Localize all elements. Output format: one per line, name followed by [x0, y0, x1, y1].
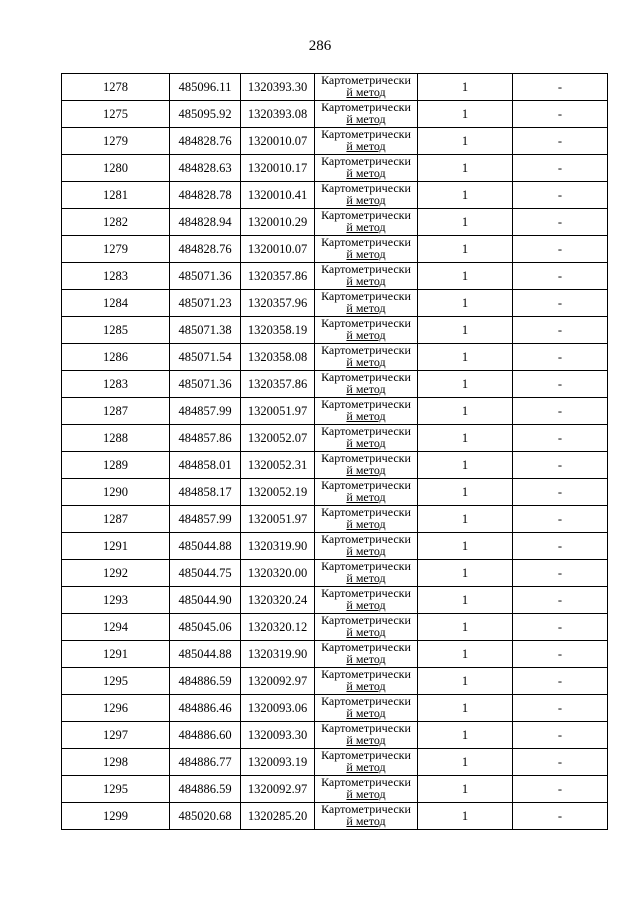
note-cell: -	[513, 695, 608, 722]
method-label-line1: Картометрически	[321, 721, 411, 735]
y-coordinate-cell: 1320051.97	[241, 506, 315, 533]
y-coordinate-cell: 1320358.19	[241, 317, 315, 344]
method-cell	[315, 668, 418, 695]
accuracy-cell: 1	[418, 560, 513, 587]
note-cell: -	[513, 776, 608, 803]
table-row	[62, 371, 608, 398]
y-coordinate-cell: 1320092.97	[241, 668, 315, 695]
method-label-line2: й метод	[346, 166, 386, 180]
table-row	[62, 506, 608, 533]
y-coordinate-cell: 1320320.12	[241, 614, 315, 641]
y-coordinate-cell: 1320092.97	[241, 776, 315, 803]
method-label-line1: Картометрически	[321, 532, 411, 546]
method-label-line2: й метод	[346, 760, 386, 774]
y-coordinate-cell: 1320285.20	[241, 803, 315, 830]
method-label-line2: й метод	[346, 220, 386, 234]
y-coordinate-cell: 1320052.19	[241, 479, 315, 506]
note-cell: -	[513, 641, 608, 668]
point-number-cell: 1282	[62, 209, 170, 236]
point-number-cell: 1288	[62, 425, 170, 452]
method-label-line2: й метод	[346, 328, 386, 342]
accuracy-cell: 1	[418, 614, 513, 641]
accuracy-cell: 1	[418, 668, 513, 695]
coordinates-table	[61, 73, 608, 830]
accuracy-cell: 1	[418, 803, 513, 830]
method-label-line2: й метод	[346, 247, 386, 261]
accuracy-cell: 1	[418, 317, 513, 344]
method-label-line1: Картометрически	[321, 208, 411, 222]
method-cell	[315, 236, 418, 263]
y-coordinate-cell: 1320010.41	[241, 182, 315, 209]
accuracy-cell: 1	[418, 695, 513, 722]
note-cell: -	[513, 155, 608, 182]
point-number-cell: 1291	[62, 641, 170, 668]
y-coordinate-cell: 1320093.30	[241, 722, 315, 749]
point-number-cell: 1278	[62, 74, 170, 101]
method-cell	[315, 398, 418, 425]
table-row	[62, 587, 608, 614]
x-coordinate-cell: 484828.94	[170, 209, 241, 236]
method-cell	[315, 587, 418, 614]
y-coordinate-cell: 1320319.90	[241, 533, 315, 560]
method-label-line2: й метод	[346, 490, 386, 504]
method-label-line1: Картометрически	[321, 667, 411, 681]
method-cell	[315, 506, 418, 533]
accuracy-cell: 1	[418, 641, 513, 668]
table-row	[62, 209, 608, 236]
accuracy-cell: 1	[418, 533, 513, 560]
x-coordinate-cell: 485095.92	[170, 101, 241, 128]
point-number-cell: 1286	[62, 344, 170, 371]
note-cell: -	[513, 371, 608, 398]
table-row	[62, 236, 608, 263]
y-coordinate-cell: 1320320.00	[241, 560, 315, 587]
note-cell: -	[513, 803, 608, 830]
x-coordinate-cell: 485044.90	[170, 587, 241, 614]
note-cell: -	[513, 101, 608, 128]
x-coordinate-cell: 484886.59	[170, 668, 241, 695]
accuracy-cell: 1	[418, 479, 513, 506]
note-cell: -	[513, 749, 608, 776]
accuracy-cell: 1	[418, 74, 513, 101]
method-cell	[315, 560, 418, 587]
y-coordinate-cell: 1320358.08	[241, 344, 315, 371]
method-label-line1: Картометрически	[321, 100, 411, 114]
y-coordinate-cell: 1320393.08	[241, 101, 315, 128]
table-row	[62, 803, 608, 830]
x-coordinate-cell: 484857.99	[170, 398, 241, 425]
x-coordinate-cell: 485096.11	[170, 74, 241, 101]
method-label-line2: й метод	[346, 193, 386, 207]
table-row	[62, 344, 608, 371]
point-number-cell: 1291	[62, 533, 170, 560]
note-cell: -	[513, 614, 608, 641]
x-coordinate-cell: 485020.68	[170, 803, 241, 830]
table-row	[62, 641, 608, 668]
method-label-line1: Картометрически	[321, 343, 411, 357]
method-label-line2: й метод	[346, 679, 386, 693]
y-coordinate-cell: 1320393.30	[241, 74, 315, 101]
method-label-line2: й метод	[346, 652, 386, 666]
accuracy-cell: 1	[418, 452, 513, 479]
method-label-line2: й метод	[346, 787, 386, 801]
method-cell	[315, 425, 418, 452]
note-cell: -	[513, 263, 608, 290]
y-coordinate-cell: 1320357.86	[241, 263, 315, 290]
accuracy-cell: 1	[418, 344, 513, 371]
point-number-cell: 1297	[62, 722, 170, 749]
accuracy-cell: 1	[418, 506, 513, 533]
method-label-line2: й метод	[346, 625, 386, 639]
point-number-cell: 1279	[62, 128, 170, 155]
note-cell: -	[513, 182, 608, 209]
note-cell: -	[513, 560, 608, 587]
table-row	[62, 182, 608, 209]
accuracy-cell: 1	[418, 128, 513, 155]
y-coordinate-cell: 1320357.86	[241, 371, 315, 398]
method-label-line1: Картометрически	[321, 235, 411, 249]
x-coordinate-cell: 485071.38	[170, 317, 241, 344]
method-cell	[315, 101, 418, 128]
accuracy-cell: 1	[418, 209, 513, 236]
table-row	[62, 695, 608, 722]
method-label-line1: Картометрически	[321, 127, 411, 141]
accuracy-cell: 1	[418, 371, 513, 398]
method-label-line1: Картометрически	[321, 424, 411, 438]
method-label-line2: й метод	[346, 274, 386, 288]
x-coordinate-cell: 484858.17	[170, 479, 241, 506]
method-label-line1: Картометрически	[321, 289, 411, 303]
page-number: 286	[308, 38, 332, 54]
point-number-cell: 1283	[62, 263, 170, 290]
note-cell: -	[513, 290, 608, 317]
point-number-cell: 1283	[62, 371, 170, 398]
point-number-cell: 1284	[62, 290, 170, 317]
method-label-line1: Картометрически	[321, 73, 411, 87]
note-cell: -	[513, 533, 608, 560]
table-row	[62, 479, 608, 506]
table-row	[62, 290, 608, 317]
point-number-cell: 1299	[62, 803, 170, 830]
x-coordinate-cell: 484886.77	[170, 749, 241, 776]
method-label-line2: й метод	[346, 409, 386, 423]
method-label-line1: Картометрически	[321, 505, 411, 519]
x-coordinate-cell: 485044.75	[170, 560, 241, 587]
accuracy-cell: 1	[418, 236, 513, 263]
method-cell	[315, 263, 418, 290]
method-label-line2: й метод	[346, 139, 386, 153]
note-cell: -	[513, 236, 608, 263]
point-number-cell: 1289	[62, 452, 170, 479]
method-cell	[315, 128, 418, 155]
method-cell	[315, 722, 418, 749]
x-coordinate-cell: 484828.76	[170, 128, 241, 155]
point-number-cell: 1287	[62, 506, 170, 533]
point-number-cell: 1275	[62, 101, 170, 128]
table-row	[62, 398, 608, 425]
coordinates-table-body	[62, 74, 608, 830]
x-coordinate-cell: 485044.88	[170, 641, 241, 668]
method-label-line1: Картометрически	[321, 316, 411, 330]
method-cell	[315, 533, 418, 560]
note-cell: -	[513, 425, 608, 452]
method-label-line1: Картометрически	[321, 586, 411, 600]
x-coordinate-cell: 485071.54	[170, 344, 241, 371]
method-label-line2: й метод	[346, 463, 386, 477]
method-label-line1: Картометрически	[321, 694, 411, 708]
x-coordinate-cell: 485071.36	[170, 263, 241, 290]
method-cell	[315, 317, 418, 344]
x-coordinate-cell: 484857.86	[170, 425, 241, 452]
accuracy-cell: 1	[418, 776, 513, 803]
point-number-cell: 1293	[62, 587, 170, 614]
note-cell: -	[513, 668, 608, 695]
point-number-cell: 1287	[62, 398, 170, 425]
note-cell: -	[513, 587, 608, 614]
method-label-line1: Картометрически	[321, 262, 411, 276]
note-cell: -	[513, 209, 608, 236]
note-cell: -	[513, 344, 608, 371]
method-cell	[315, 695, 418, 722]
point-number-cell: 1280	[62, 155, 170, 182]
note-cell: -	[513, 452, 608, 479]
method-cell	[315, 803, 418, 830]
x-coordinate-cell: 484886.60	[170, 722, 241, 749]
point-number-cell: 1290	[62, 479, 170, 506]
table-row	[62, 533, 608, 560]
x-coordinate-cell: 484886.46	[170, 695, 241, 722]
method-label-line2: й метод	[346, 598, 386, 612]
method-cell	[315, 182, 418, 209]
method-label-line2: й метод	[346, 517, 386, 531]
note-cell: -	[513, 128, 608, 155]
x-coordinate-cell: 485071.36	[170, 371, 241, 398]
point-number-cell: 1295	[62, 668, 170, 695]
y-coordinate-cell: 1320051.97	[241, 398, 315, 425]
accuracy-cell: 1	[418, 263, 513, 290]
accuracy-cell: 1	[418, 749, 513, 776]
y-coordinate-cell: 1320010.07	[241, 236, 315, 263]
note-cell: -	[513, 398, 608, 425]
point-number-cell: 1292	[62, 560, 170, 587]
x-coordinate-cell: 485045.06	[170, 614, 241, 641]
x-coordinate-cell: 484886.59	[170, 776, 241, 803]
y-coordinate-cell: 1320052.31	[241, 452, 315, 479]
method-cell	[315, 641, 418, 668]
method-label-line2: й метод	[346, 355, 386, 369]
note-cell: -	[513, 74, 608, 101]
method-label-line1: Картометрически	[321, 397, 411, 411]
method-label-line2: й метод	[346, 112, 386, 126]
y-coordinate-cell: 1320093.06	[241, 695, 315, 722]
method-label-line2: й метод	[346, 85, 386, 99]
table-row	[62, 425, 608, 452]
method-label-line2: й метод	[346, 382, 386, 396]
point-number-cell: 1285	[62, 317, 170, 344]
note-cell: -	[513, 506, 608, 533]
point-number-cell: 1279	[62, 236, 170, 263]
method-label-line1: Картометрически	[321, 451, 411, 465]
method-cell	[315, 749, 418, 776]
table-row	[62, 668, 608, 695]
method-cell	[315, 479, 418, 506]
point-number-cell: 1298	[62, 749, 170, 776]
point-number-cell: 1295	[62, 776, 170, 803]
table-row	[62, 722, 608, 749]
accuracy-cell: 1	[418, 587, 513, 614]
accuracy-cell: 1	[418, 398, 513, 425]
note-cell: -	[513, 479, 608, 506]
point-number-cell: 1281	[62, 182, 170, 209]
method-label-line1: Картометрически	[321, 478, 411, 492]
accuracy-cell: 1	[418, 722, 513, 749]
table-row	[62, 263, 608, 290]
method-label-line1: Картометрически	[321, 775, 411, 789]
method-label-line1: Картометрически	[321, 154, 411, 168]
method-label-line1: Картометрически	[321, 802, 411, 816]
note-cell: -	[513, 722, 608, 749]
y-coordinate-cell: 1320319.90	[241, 641, 315, 668]
y-coordinate-cell: 1320010.29	[241, 209, 315, 236]
x-coordinate-cell: 485071.23	[170, 290, 241, 317]
method-label-line1: Картометрически	[321, 748, 411, 762]
method-cell	[315, 344, 418, 371]
table-row	[62, 452, 608, 479]
x-coordinate-cell: 485044.88	[170, 533, 241, 560]
table-row	[62, 155, 608, 182]
accuracy-cell: 1	[418, 425, 513, 452]
method-cell	[315, 209, 418, 236]
table-row	[62, 776, 608, 803]
table-row	[62, 614, 608, 641]
method-label-line2: й метод	[346, 436, 386, 450]
table-row	[62, 74, 608, 101]
method-cell	[315, 290, 418, 317]
method-label-line2: й метод	[346, 544, 386, 558]
y-coordinate-cell: 1320093.19	[241, 749, 315, 776]
method-label-line2: й метод	[346, 733, 386, 747]
method-cell	[315, 614, 418, 641]
method-label-line1: Картометрически	[321, 640, 411, 654]
table-row	[62, 128, 608, 155]
method-label-line1: Картометрически	[321, 559, 411, 573]
method-label-line1: Картометрически	[321, 370, 411, 384]
method-label-line2: й метод	[346, 814, 386, 828]
method-label-line1: Картометрически	[321, 613, 411, 627]
x-coordinate-cell: 484828.63	[170, 155, 241, 182]
y-coordinate-cell: 1320320.24	[241, 587, 315, 614]
y-coordinate-cell: 1320010.17	[241, 155, 315, 182]
method-label-line2: й метод	[346, 706, 386, 720]
y-coordinate-cell: 1320052.07	[241, 425, 315, 452]
x-coordinate-cell: 484828.76	[170, 236, 241, 263]
x-coordinate-cell: 484857.99	[170, 506, 241, 533]
note-cell: -	[513, 317, 608, 344]
accuracy-cell: 1	[418, 290, 513, 317]
accuracy-cell: 1	[418, 101, 513, 128]
x-coordinate-cell: 484828.78	[170, 182, 241, 209]
method-cell	[315, 371, 418, 398]
method-cell	[315, 155, 418, 182]
table-row	[62, 317, 608, 344]
y-coordinate-cell: 1320010.07	[241, 128, 315, 155]
method-label-line2: й метод	[346, 571, 386, 585]
table-row	[62, 749, 608, 776]
point-number-cell: 1296	[62, 695, 170, 722]
y-coordinate-cell: 1320357.96	[241, 290, 315, 317]
x-coordinate-cell: 484858.01	[170, 452, 241, 479]
accuracy-cell: 1	[418, 182, 513, 209]
method-label-line2: й метод	[346, 301, 386, 315]
method-label-line1: Картометрически	[321, 181, 411, 195]
method-cell	[315, 74, 418, 101]
table-row	[62, 560, 608, 587]
point-number-cell: 1294	[62, 614, 170, 641]
table-row	[62, 101, 608, 128]
method-cell	[315, 452, 418, 479]
accuracy-cell: 1	[418, 155, 513, 182]
method-cell	[315, 776, 418, 803]
